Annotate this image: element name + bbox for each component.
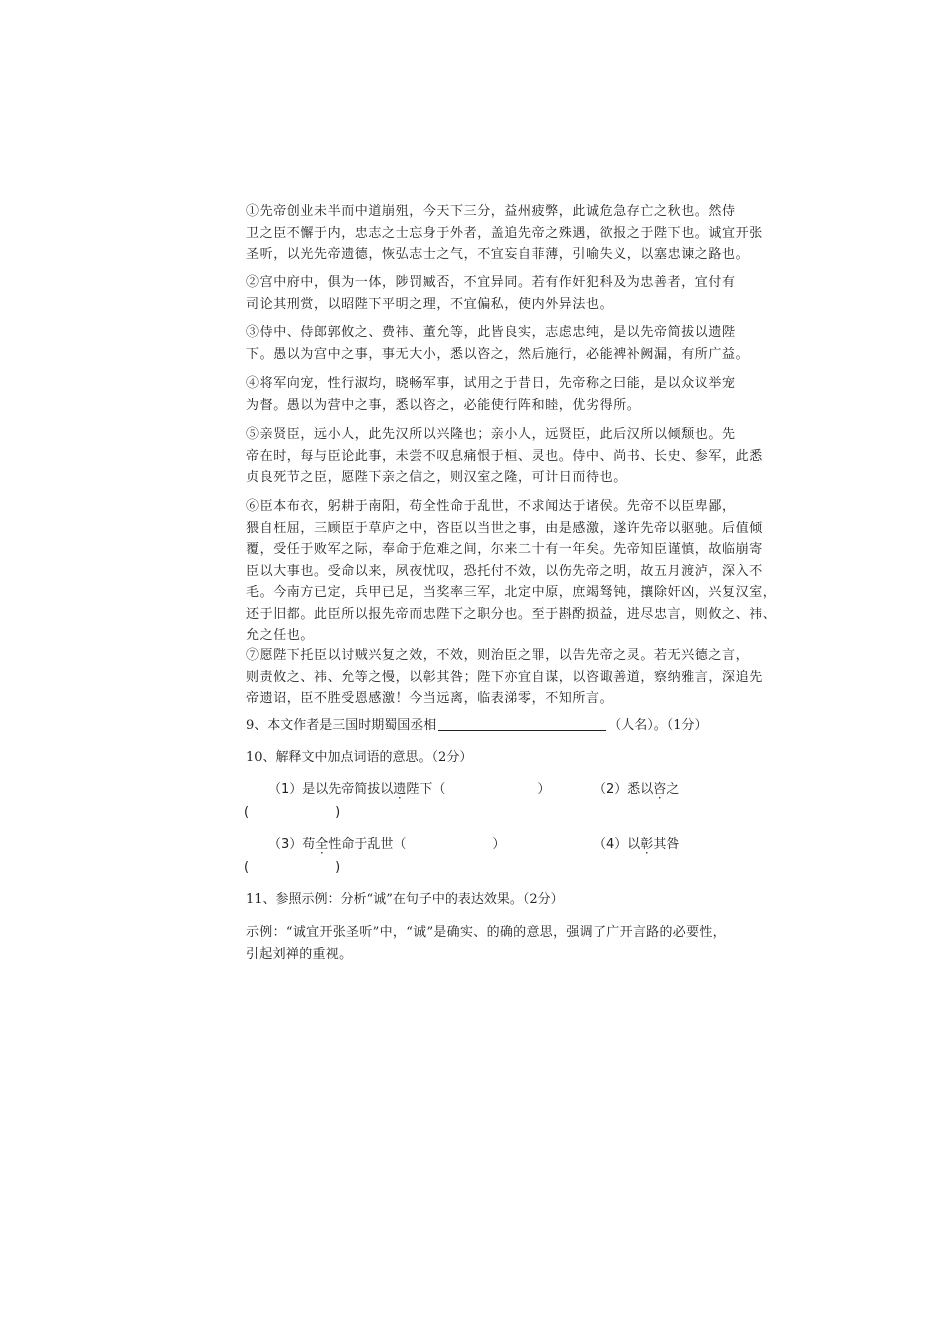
text-line: 帝在时，每与臣论此事，未尝不叹息痛恨于桓、灵也。侍中、尚书、长史、参军，此悉 bbox=[246, 448, 763, 464]
text-line: ②宫中府中，俱为一体，陟罚臧否，不宜异同。若有作奸犯科及为忠善者，宜付有 bbox=[246, 275, 736, 290]
passage-paragraph-2 bbox=[246, 272, 736, 315]
question-10-item-4 bbox=[593, 835, 679, 855]
passage-paragraph-4 bbox=[246, 373, 736, 416]
item-text: 陛下（ bbox=[406, 782, 446, 797]
text-line: 贞良死节之臣，愿陛下亲之信之，则汉室之隆，可计日而待也。 bbox=[246, 470, 627, 485]
question-9 bbox=[246, 716, 708, 736]
item-text: 性命于乱世（ bbox=[328, 837, 407, 852]
text-line: 覆，受任于败军之际，奉命于危难之间，尔来二十有一年矣。先帝知臣谨慎，故临崩寄 bbox=[246, 542, 763, 557]
passage-paragraph-1 bbox=[246, 201, 763, 266]
dotted-word: 全 bbox=[315, 837, 329, 852]
text-line: 下。愚以为宫中之事，事无大小，悉以咨之，然后施行，必能裨补阙漏，有所广益。 bbox=[246, 346, 750, 362]
question-9-suffix: （人名）。（1分） bbox=[608, 718, 708, 733]
item-text: 是以先帝简拔以 bbox=[302, 782, 394, 797]
item-number: （2） bbox=[593, 782, 628, 797]
paren-open: ( bbox=[244, 805, 250, 820]
answer-blank[interactable] bbox=[438, 716, 606, 731]
text-line: 为督。愚以为营中之事，悉以咨之，必能使行阵和睦，优劣得所。 bbox=[246, 397, 641, 413]
paren-open: ( bbox=[244, 860, 250, 875]
item-text: 之 bbox=[666, 782, 680, 797]
question-10-title: 10、解释文中加点词语的意思。（2分） bbox=[246, 750, 473, 765]
item-number: （4） bbox=[593, 837, 628, 852]
item-text: 悉以 bbox=[627, 782, 654, 797]
item-text: 以 bbox=[627, 837, 641, 852]
question-10-item-1 bbox=[268, 780, 550, 800]
question-11-example bbox=[246, 922, 726, 965]
text-line: 猥自枉屈，三顾臣于草庐之中，咨臣以当世之事，由是感激，遂许先帝以驱驰。后值倾 bbox=[246, 520, 763, 536]
question-11-title: 11、参照示例：分析“诚”在句子中的表达效果。（2分） bbox=[246, 892, 564, 907]
item-number: （1） bbox=[268, 782, 303, 797]
paren-close: ) bbox=[335, 805, 341, 820]
text-line: 卫之臣不懈于内，忠志之士忘身于外者，盖追先帝之殊遇，欲报之于陛下也。诚宜开张 bbox=[246, 225, 763, 241]
question-10-item-2 bbox=[593, 780, 679, 800]
question-9-prompt: 9、本文作者是三国时期蜀国丞相 bbox=[246, 718, 437, 733]
dotted-word: 咨 bbox=[653, 782, 667, 797]
text-line: ④将军向宠，性行淑均，晓畅军事，试用之于昔日，先帝称之曰能，是以众议举宠 bbox=[246, 376, 736, 391]
question-10-item-3 bbox=[268, 835, 505, 855]
passage-paragraph-3 bbox=[246, 322, 750, 365]
text-line: ⑥臣本布衣，躬耕于南阳，苟全性命于乱世，不求闻达于诸侯。先帝不以臣卑鄙， bbox=[246, 499, 736, 514]
item-text: 苟 bbox=[302, 837, 316, 852]
question-10-item-2-answer[interactable] bbox=[244, 803, 340, 823]
item-text: 其咎 bbox=[653, 837, 680, 852]
text-line: 允之任也。 bbox=[246, 628, 315, 643]
text-line: 还于旧都。此臣所以报先帝而忠陛下之职分也。至于斟酌损益，进尽忠言，则攸之、祎、 bbox=[246, 606, 777, 622]
text-line: 帝遗诏，臣不胜受恩感激！今当远离，临表涕零，不知所言。 bbox=[246, 691, 614, 706]
text-line: 毛。今南方已定，兵甲已足，当奖率三军，北定中原，庶竭驽钝，攘除奸凶，兴复汉室， bbox=[246, 585, 777, 600]
passage-paragraph-6 bbox=[246, 496, 777, 647]
question-10-item-4-answer[interactable] bbox=[244, 858, 340, 878]
text-line: 臣以大事也。受命以来，夙夜忧叹，恐托付不效，以伤先帝之明，故五月渡泸，深入不 bbox=[246, 563, 763, 579]
item-paren: ） bbox=[537, 782, 551, 797]
text-line: ①先帝创业未半而中道崩殂，今天下三分，益州疲弊，此诚危急存亡之秋也。然侍 bbox=[246, 204, 736, 219]
item-number: （3） bbox=[268, 837, 303, 852]
text-line: 则责攸之、祎、允等之慢，以彰其咎；陛下亦宜自谋，以咨诹善道，察纳雅言，深追先 bbox=[246, 669, 763, 685]
text-line: ⑤亲贤臣，远小人，此先汉所以兴隆也；亲小人，远贤臣，此后汉所以倾颓也。先 bbox=[246, 427, 736, 442]
dotted-word: 彰 bbox=[640, 837, 654, 852]
text-line: 引起刘禅的重视。 bbox=[246, 946, 353, 962]
text-line: ⑦愿陛下托臣以讨贼兴复之效，不效，则治臣之罪，以告先帝之灵。若无兴德之言， bbox=[246, 648, 750, 663]
text-line: 圣听，以光先帝遗德，恢弘志士之气，不宜妄自菲薄，引喻失义，以塞忠谏之路也。 bbox=[246, 247, 750, 262]
text-line: ③侍中、侍郎郭攸之、费祎、董允等，此皆良实，志虑忠纯，是以先帝简拔以遗陛 bbox=[246, 325, 736, 340]
item-paren: ） bbox=[492, 837, 506, 852]
text-line: 司论其刑赏，以昭陛下平明之理，不宜偏私，使内外异法也。 bbox=[246, 296, 614, 312]
text-line: 示例：“诚宜开张圣听”中，“诚”是确实、的确的意思，强调了广开言路的必要性， bbox=[246, 925, 726, 940]
dotted-word: 遗 bbox=[393, 782, 407, 797]
passage-paragraph-7 bbox=[246, 645, 763, 710]
paren-close: ) bbox=[335, 860, 341, 875]
passage-paragraph-5 bbox=[246, 424, 763, 489]
